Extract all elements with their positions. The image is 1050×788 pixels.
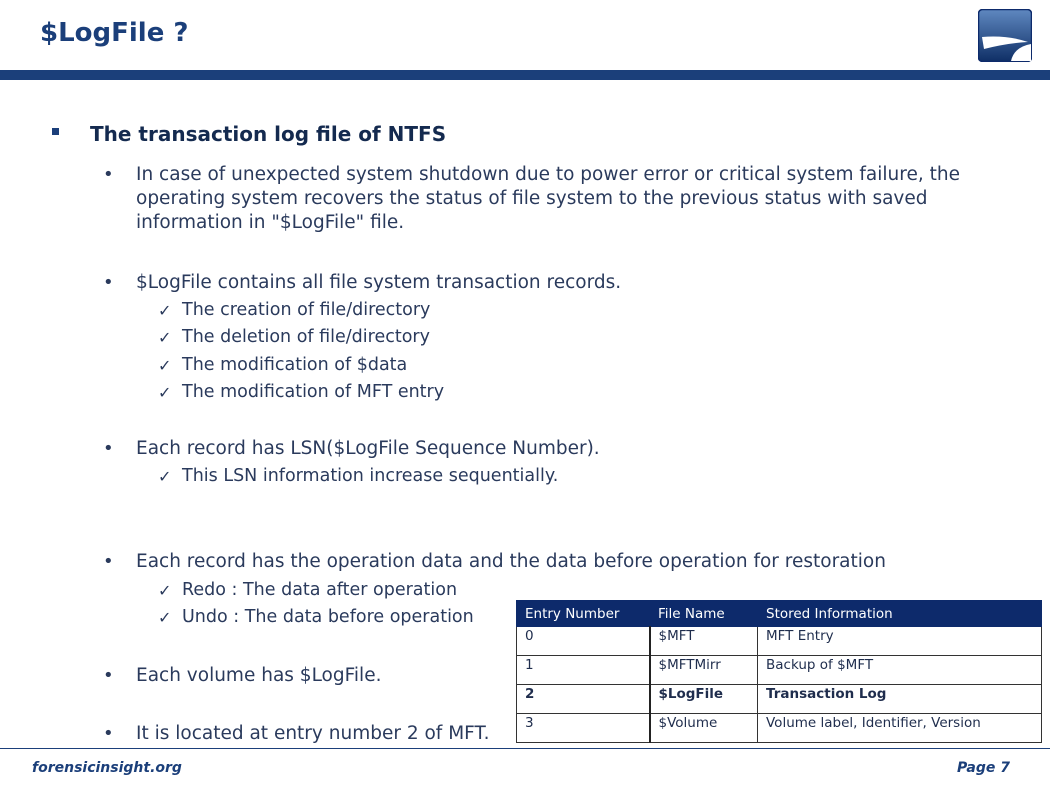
page-number: Page 7 (957, 760, 1010, 776)
table-row (517, 627, 1042, 656)
section-heading: The transaction log file of NTFS (90, 122, 447, 146)
table-cell: 2 (517, 685, 650, 714)
bullet-text: In case of unexpected system shutdown due to power error or critical system failure, the operating system recovers the status of file system to the previous status with saved information in "$LogFile" file. (136, 164, 960, 233)
table-cell: $LogFile (650, 685, 758, 714)
bullet-text: Each volume has $LogFile. (136, 665, 382, 686)
checkmark-icon: ✓ (158, 467, 172, 486)
table-cell: $MFT (650, 627, 758, 656)
table-header-row (517, 601, 1042, 627)
sub-bullet-text: Undo : The data before operation (182, 607, 474, 627)
table-cell: 1 (517, 656, 650, 685)
bullet-text: It is located at entry number 2 of MFT. (136, 723, 490, 744)
checkmark-icon: ✓ (158, 608, 172, 627)
checkmark-icon: ✓ (158, 383, 172, 402)
column-header-stored-information: Stored Information (758, 601, 1042, 627)
table-row (517, 656, 1042, 685)
mft-entry-table (516, 600, 1042, 743)
table-cell: Backup of $MFT (758, 656, 1042, 685)
table-cell: 0 (517, 627, 650, 656)
bullet-text: Each record has LSN($LogFile Sequence Number). (136, 438, 600, 459)
bullet-dot-icon: • (103, 665, 114, 686)
page-title: $LogFile ? (40, 18, 189, 48)
table-row-highlighted (517, 685, 1042, 714)
table-cell: 3 (517, 714, 650, 743)
sub-bullet-text: The deletion of file/directory (182, 327, 430, 347)
checkmark-icon: ✓ (158, 301, 172, 320)
column-header-entry-number: Entry Number (517, 601, 650, 627)
table-row (517, 714, 1042, 743)
bullet-dot-icon: • (103, 551, 114, 572)
header-bar (0, 70, 1050, 80)
table-cell: MFT Entry (758, 627, 1042, 656)
footer-divider (0, 748, 1050, 749)
bullet-dot-icon: • (103, 438, 114, 459)
forensic-insight-logo-icon (978, 9, 1032, 62)
checkmark-icon: ✓ (158, 356, 172, 375)
bullet-dot-icon: • (103, 272, 114, 293)
table-cell: Transaction Log (758, 685, 1042, 714)
sub-bullet-text: This LSN information increase sequentially. (182, 466, 559, 486)
checkmark-icon: ✓ (158, 328, 172, 347)
sub-bullet-text: Redo : The data after operation (182, 580, 458, 600)
table-cell: Volume label, Identifier, Version (758, 714, 1042, 743)
sub-bullet-text: The creation of file/directory (182, 300, 431, 320)
bullet-text: Each record has the operation data and the data before operation for restoration (136, 551, 886, 572)
sub-bullet-text: The modification of $data (182, 355, 408, 375)
footer-site: forensicinsight.org (32, 760, 182, 776)
bullet-dot-icon: • (103, 723, 114, 744)
heading-bullet-icon (52, 128, 59, 135)
column-header-file-name: File Name (650, 601, 758, 627)
bullet-text: $LogFile contains all file system transaction records. (136, 272, 622, 293)
table-cell: $Volume (650, 714, 758, 743)
sub-bullet-text: The modification of MFT entry (182, 382, 445, 402)
checkmark-icon: ✓ (158, 581, 172, 600)
bullet-dot-icon: • (103, 164, 114, 185)
table-cell: $MFTMirr (650, 656, 758, 685)
